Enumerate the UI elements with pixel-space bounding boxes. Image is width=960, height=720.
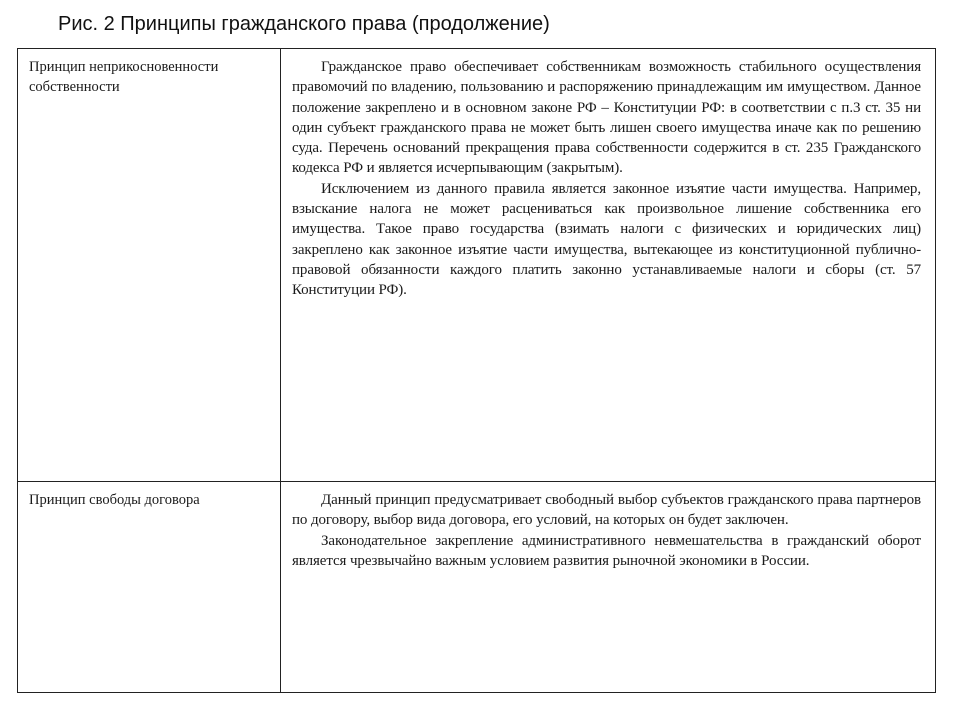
- principle-name-cell: [18, 49, 281, 482]
- principle-name: Принцип свободы договора: [29, 492, 200, 508]
- principle-name-cell: [18, 482, 281, 693]
- principles-table: [17, 48, 936, 693]
- description-paragraph: Законодательное закрепление административного невмешательства в гражданский оборот является чрезвычайно важным условием развития рыночной экономики в России.: [292, 532, 921, 569]
- principle-name: Принцип неприкосновенности собственности: [29, 59, 219, 95]
- principle-description-cell: [281, 482, 936, 693]
- description-paragraph: Исключением из данного правила является законное изъятие части имущества. Например, взыскание налога не может расцениваться как произвольное лишение собственника его имущества. Такое право государства (взимать налоги с физических и юридических лиц) закреплено как законное изъятие части имущества, вытекающее из конституционной публично-правовой обязанности каждого платить законно устанавливаемые налоги и сборы (ст. 57 Конституции РФ).: [292, 180, 921, 299]
- description-paragraph: Гражданское право обеспечивает собственникам возможность стабильного осуществления правомочий по владению, пользованию и распоряжению принадлежащим им имуществом. Данное положение закреплено и в основном законе РФ – Конституции РФ: в соответствии с п.3 ст. 35 ни один субъект гражданского права не может быть лишен своего имущества иначе как по решению суда. Перечень оснований прекращения права собственности содержится в ст. 235 Гражданского кодекса РФ и является исчерпывающим (закрытым).: [292, 59, 921, 177]
- table-row: [18, 482, 936, 693]
- slide-title: Рис. 2 Принципы гражданского права (продолжение): [58, 13, 550, 35]
- principle-description-cell: [281, 49, 936, 482]
- table-row: [18, 49, 936, 482]
- description-paragraph: Данный принцип предусматривает свободный выбор субъектов гражданского права партнеров по договору, выбор вида договора, его условий, на которых он будет заключен.: [292, 492, 921, 529]
